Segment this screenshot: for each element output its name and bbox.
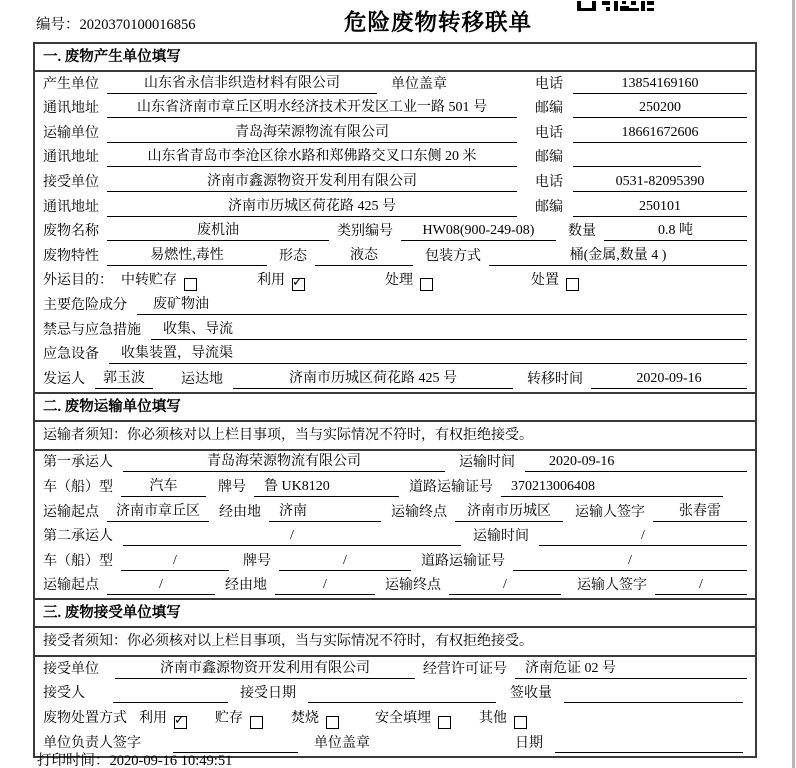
waste-traits-value: 易燃性,毒性 bbox=[107, 247, 267, 266]
vehicle-type-label: 车（船）型 bbox=[43, 479, 113, 495]
purpose-option bbox=[385, 272, 433, 290]
postal-label: 邮编 bbox=[535, 199, 563, 215]
transport-time-label: 运输时间 bbox=[459, 455, 515, 471]
packing-label: 包装方式 bbox=[425, 248, 481, 264]
print-time-label: 打印时间： bbox=[37, 753, 110, 768]
carrier-sign-label: 运输人签字 bbox=[575, 504, 645, 520]
checkbox-incinerate bbox=[326, 716, 339, 729]
waste-name-value: 废机油 bbox=[107, 222, 329, 241]
origin-value: / bbox=[107, 576, 215, 595]
purpose-option bbox=[121, 272, 197, 290]
phone-value: 13854169160 bbox=[573, 75, 747, 94]
plate-number-value: 鲁 UK8120 bbox=[254, 478, 399, 497]
recipient-row bbox=[35, 682, 755, 707]
receiving-unit-label: 接受单位 bbox=[43, 661, 99, 677]
section-3-heading: 三. 废物接受单位填写 bbox=[35, 598, 755, 628]
purpose-option bbox=[531, 272, 579, 290]
carrier-sign-value: / bbox=[655, 576, 747, 595]
postal-group bbox=[535, 198, 747, 217]
license-label: 经营许可证号 bbox=[423, 661, 507, 677]
vehicle-row-2 bbox=[35, 549, 755, 574]
checkbox-label: 贮存 bbox=[215, 711, 243, 727]
address-value: 山东省青岛市李沧区徐水路和郑佛路交叉口东侧 20 米 bbox=[107, 148, 517, 167]
license-value: 济南危证 02 号 bbox=[515, 660, 747, 679]
recipient-label: 接受人 bbox=[43, 686, 85, 702]
checkbox-label: 利用 bbox=[139, 711, 167, 727]
receive-date-label: 接受日期 bbox=[240, 686, 296, 702]
checkbox-label: 处理 bbox=[385, 273, 413, 289]
emergency-measures-value: 收集、导流 bbox=[151, 321, 747, 340]
disposal-option bbox=[375, 710, 451, 728]
checkbox-label: 其他 bbox=[479, 711, 507, 727]
transport-time-value: / bbox=[539, 527, 747, 546]
transport-time-label: 运输时间 bbox=[473, 529, 529, 545]
receiver-notice: 接受者须知：你必须核对以上栏目事项，当与实际情况不符时，有权拒绝接受。 bbox=[35, 628, 755, 657]
producer-unit-value: 山东省永信非织造材料有限公司 bbox=[107, 75, 377, 94]
checkbox-transfer-storage bbox=[184, 278, 197, 291]
second-carrier-row bbox=[35, 525, 755, 550]
hazard-components-label: 主要危险成分 bbox=[43, 297, 127, 313]
company-seal-label: 单位盖章 bbox=[391, 76, 447, 92]
receive-date-value bbox=[308, 685, 496, 703]
postal-label: 邮编 bbox=[535, 150, 563, 166]
checkbox-store bbox=[250, 716, 263, 729]
destination-label: 运达地 bbox=[181, 371, 223, 387]
address-value: 山东省济南市章丘区明水经济技术开发区工业一路 501 号 bbox=[107, 99, 517, 118]
checkbox-label: 安全填埋 bbox=[375, 711, 431, 727]
origin-label: 运输起点 bbox=[43, 578, 99, 594]
transfer-date-value: 2020-09-16 bbox=[591, 370, 747, 389]
road-permit-label: 道路运输证号 bbox=[409, 479, 493, 495]
plate-number-label: 牌号 bbox=[243, 553, 271, 569]
disposal-method-row bbox=[35, 706, 755, 731]
origin-label: 运输起点 bbox=[43, 504, 99, 520]
signed-amount-value bbox=[564, 685, 743, 703]
section-2-heading: 二. 废物运输单位填写 bbox=[35, 392, 755, 422]
transport-time-value: 2020-09-16 bbox=[525, 453, 747, 472]
first-carrier-value: 青岛海荣源物流有限公司 bbox=[123, 453, 445, 472]
address-label: 通讯地址 bbox=[43, 101, 99, 117]
plate-number-label: 牌号 bbox=[218, 479, 246, 495]
end-point-label: 运输终点 bbox=[391, 504, 447, 520]
emergency-equipment-value: 收集装置，导流渠 bbox=[109, 345, 747, 364]
receiver-label: 接受单位 bbox=[43, 174, 99, 190]
waste-name-label: 废物名称 bbox=[43, 224, 99, 240]
postal-label: 邮编 bbox=[535, 101, 563, 117]
producer-unit-label: 产生单位 bbox=[43, 76, 99, 92]
road-permit-label: 道路运输证号 bbox=[421, 553, 505, 569]
checkbox-utilize bbox=[292, 278, 305, 291]
waste-name-row bbox=[35, 220, 755, 245]
producer-address-row bbox=[35, 97, 755, 122]
plate-number-value: / bbox=[279, 552, 411, 571]
hazard-components-value: 废矿物油 bbox=[137, 296, 747, 315]
transfer-date-label: 转移时间 bbox=[527, 371, 583, 387]
shipper-row bbox=[35, 367, 755, 392]
second-carrier-value: / bbox=[123, 527, 461, 546]
transporter-unit-row bbox=[35, 121, 755, 146]
first-carrier-label: 第一承运人 bbox=[43, 455, 113, 471]
disposal-option bbox=[215, 710, 263, 728]
final-date-label: 日期 bbox=[515, 735, 543, 751]
hazard-components-row bbox=[35, 293, 755, 318]
checkbox-landfill bbox=[438, 716, 451, 729]
via-value: 济南 bbox=[269, 503, 381, 522]
final-date-value bbox=[555, 735, 743, 753]
transporter-address-row bbox=[35, 146, 755, 171]
road-permit-value: 370213006408 bbox=[501, 478, 723, 497]
carrier-sign-value: 张春雷 bbox=[653, 503, 747, 522]
checkbox-treat bbox=[420, 278, 433, 291]
carrier-sign-label: 运输人签字 bbox=[577, 578, 647, 594]
physical-form-value: 液态 bbox=[315, 247, 413, 266]
phone-label: 电话 bbox=[535, 76, 563, 92]
print-time bbox=[37, 749, 232, 768]
vehicle-type-value: / bbox=[121, 552, 229, 571]
waste-traits-row bbox=[35, 244, 755, 269]
address-label: 通讯地址 bbox=[43, 150, 99, 166]
phone-label: 电话 bbox=[535, 125, 563, 141]
phone-value: 18661672606 bbox=[573, 124, 747, 143]
waste-traits-label: 废物特性 bbox=[43, 248, 99, 264]
via-value: / bbox=[275, 576, 375, 595]
phone-value: 0531-82095390 bbox=[573, 173, 747, 192]
postal-group bbox=[535, 99, 747, 118]
checkbox-label: 中转贮存 bbox=[121, 273, 177, 289]
first-carrier-row bbox=[35, 451, 755, 476]
transporter-value: 青岛海荣源物流有限公司 bbox=[107, 124, 517, 143]
disposal-option bbox=[479, 710, 527, 728]
vehicle-row bbox=[35, 475, 755, 500]
doc-number-label: 编号： bbox=[36, 17, 80, 33]
checkbox-other bbox=[514, 716, 527, 729]
phone-group bbox=[535, 173, 747, 192]
shipper-value: 郭玉波 bbox=[95, 370, 153, 389]
signed-amount-label: 签收量 bbox=[510, 686, 552, 702]
end-point-label: 运输终点 bbox=[385, 578, 441, 594]
category-code-label: 类别编号 bbox=[337, 224, 393, 240]
checkbox-label: 处置 bbox=[531, 273, 559, 289]
quantity-label: 数量 bbox=[568, 224, 596, 240]
vehicle-type-label: 车（船）型 bbox=[43, 553, 113, 569]
disposal-option bbox=[291, 710, 339, 728]
receiver-address-row bbox=[35, 195, 755, 220]
route-row bbox=[35, 500, 755, 525]
receiver-value: 济南市鑫源物资开发利用有限公司 bbox=[107, 173, 517, 192]
disposal-method-label: 废物处置方式 bbox=[43, 711, 127, 727]
transporter-notice: 运输者须知：你必须核对以上栏目事项，当与实际情况不符时，有权拒绝接受。 bbox=[35, 422, 755, 451]
receiver-unit-row bbox=[35, 170, 755, 195]
receiving-unit-row bbox=[35, 657, 755, 682]
road-permit-value: / bbox=[513, 552, 747, 571]
postal-value: 250101 bbox=[573, 198, 747, 217]
via-label: 经由地 bbox=[219, 504, 261, 520]
address-label: 通讯地址 bbox=[43, 199, 99, 215]
packing-value: 桶(金属,数量 4 ) bbox=[489, 247, 747, 266]
postal-value: 250200 bbox=[573, 99, 747, 118]
address-value: 济南市历城区荷花路 425 号 bbox=[107, 198, 517, 217]
transfer-purpose-row bbox=[35, 269, 755, 294]
page-title: 危险废物转移联单 bbox=[343, 10, 532, 35]
destination-value: 济南市历城区荷花路 425 号 bbox=[233, 370, 513, 389]
route-row-2 bbox=[35, 574, 755, 599]
purpose-option bbox=[257, 272, 305, 290]
doc-number-value: 2020370100016856 bbox=[79, 17, 196, 33]
origin-value: 济南市章丘区 bbox=[107, 503, 209, 522]
unit-seal-label: 单位盖章 bbox=[314, 735, 370, 751]
recipient-value bbox=[113, 685, 228, 703]
end-point-value: / bbox=[449, 576, 561, 595]
checkbox-utilize bbox=[174, 716, 187, 729]
receiving-unit-value: 济南市鑫源物资开发利用有限公司 bbox=[115, 660, 415, 679]
manifest-form-table bbox=[33, 42, 757, 758]
quantity-value: 0.8 吨 bbox=[604, 222, 747, 241]
shipper-label: 发运人 bbox=[43, 371, 85, 387]
checkbox-label: 利用 bbox=[257, 273, 285, 289]
via-label: 经由地 bbox=[225, 578, 267, 594]
page-edge-line bbox=[792, 0, 795, 768]
purpose-label: 外运目的： bbox=[43, 273, 113, 289]
phone-group bbox=[535, 75, 747, 94]
transporter-label: 运输单位 bbox=[43, 125, 99, 141]
phone-group bbox=[535, 124, 747, 143]
checkbox-dispose bbox=[566, 278, 579, 291]
physical-form-label: 形态 bbox=[279, 248, 307, 264]
second-carrier-label: 第二承运人 bbox=[43, 529, 113, 545]
producer-unit-row bbox=[35, 72, 755, 97]
disposal-option bbox=[139, 710, 187, 728]
phone-label: 电话 bbox=[535, 174, 563, 190]
vehicle-type-value: 汽车 bbox=[121, 478, 206, 497]
print-time-value: 2020-09-16 10:49:51 bbox=[109, 753, 233, 768]
section-1-heading: 一. 废物产生单位填写 bbox=[35, 44, 755, 72]
category-code-value: HW08(900-249-08) bbox=[401, 222, 556, 241]
emergency-measures-row bbox=[35, 318, 755, 343]
manager-sign-label: 单位负责人签字 bbox=[43, 735, 141, 751]
checkbox-label: 焚烧 bbox=[291, 711, 319, 727]
postal-group bbox=[535, 149, 747, 167]
emergency-equipment-row bbox=[35, 343, 755, 368]
postal-value bbox=[573, 149, 701, 167]
emergency-measures-label: 禁忌与应急措施 bbox=[43, 322, 141, 338]
emergency-equipment-label: 应急设备 bbox=[43, 347, 99, 363]
end-point-value: 济南市历城区 bbox=[455, 503, 563, 522]
